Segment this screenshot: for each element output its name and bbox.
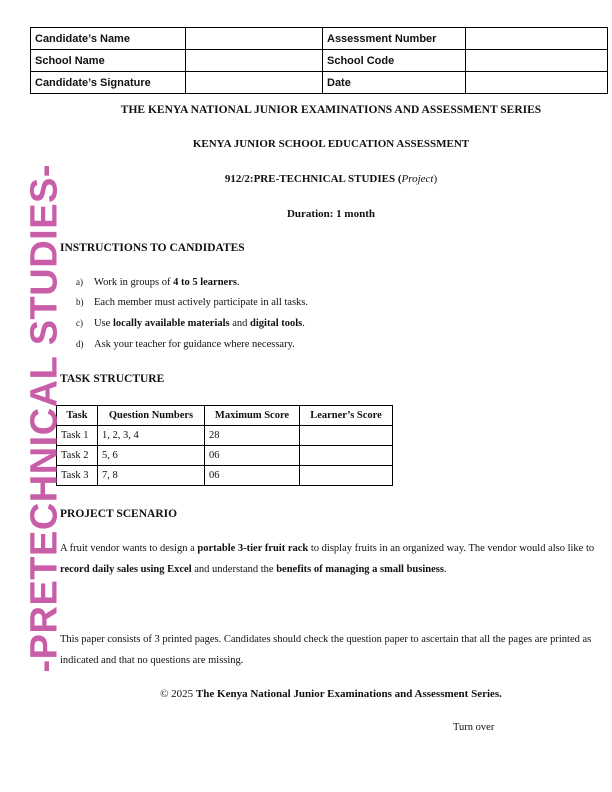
cell-max-score: 28: [205, 426, 300, 446]
instruction-item: [76, 318, 305, 329]
paper-code-text: 912/2:PRE-TECHNICAL STUDIES (: [224, 173, 402, 185]
table-header-row: [57, 406, 393, 426]
instruction-text: Work in groups of: [94, 277, 174, 288]
duration: Duration: 1 month: [286, 208, 375, 220]
cell-questions: 5, 6: [98, 446, 205, 466]
copyright: [0, 688, 612, 700]
date-label: Date: [323, 72, 466, 94]
table-row: [57, 426, 393, 446]
copyright-prefix: © 2025: [160, 688, 196, 700]
col-task: Task: [57, 406, 98, 426]
table-row: [31, 50, 608, 72]
instruction-item: [76, 277, 240, 288]
instruction-text: Ask your teacher for guidance where necessary.: [94, 339, 295, 350]
candidate-details-table: [30, 27, 608, 94]
table-row: [31, 28, 608, 50]
paper-code-close: ): [433, 173, 438, 185]
candidate-name-label: Candidate’s Name: [31, 28, 186, 50]
scenario-bold: record daily sales using Excel: [60, 564, 192, 575]
candidate-name-field[interactable]: [186, 28, 323, 50]
cell-task: Task 2: [57, 446, 98, 466]
cell-task: Task 3: [57, 466, 98, 486]
candidate-signature-label: Candidate’s Signature: [31, 72, 186, 94]
school-name-field[interactable]: [186, 50, 323, 72]
school-name-label: School Name: [31, 50, 186, 72]
cell-max-score: 06: [205, 466, 300, 486]
cell-learner-score[interactable]: [300, 466, 393, 486]
table-row: [57, 446, 393, 466]
list-marker: d): [76, 339, 84, 349]
instruction-item: [76, 339, 295, 350]
scenario-paragraph: [60, 538, 612, 580]
cell-learner-score[interactable]: [300, 446, 393, 466]
series-title: THE KENYA NATIONAL JUNIOR EXAMINATIONS AND ASSESSMENT SERIES: [120, 104, 542, 116]
cell-task: Task 1: [57, 426, 98, 446]
instruction-bold: locally available materials: [112, 318, 230, 329]
turn-over: Turn over: [453, 722, 495, 733]
table-row: [31, 72, 608, 94]
assessment-title: KENYA JUNIOR SCHOOL EDUCATION ASSESSMENT: [192, 138, 470, 150]
list-marker: a): [76, 277, 83, 287]
list-marker: b): [76, 297, 84, 307]
instruction-text: Each member must actively participate in all tasks.: [94, 297, 309, 308]
scenario-title: PROJECT SCENARIO: [60, 508, 178, 520]
instruction-text: and: [229, 318, 251, 329]
instruction-bold: digital tools: [250, 318, 303, 329]
school-code-label: School Code: [323, 50, 466, 72]
task-structure-title: TASK STRUCTURE: [60, 373, 165, 385]
side-watermark: -PRETECHNICAL STUDIES-: [23, 163, 66, 673]
scenario-text: to display fruits in an organized way. The vendor would also like to: [308, 543, 595, 554]
task-structure-table: [56, 405, 393, 486]
assessment-number-field[interactable]: [466, 28, 608, 50]
pages-note: This paper consists of 3 printed pages. Candidates should check the question paper to ascertain that all the pages are printed as indicated and that no questions are missing.: [60, 634, 592, 666]
assessment-number-label: Assessment Number: [323, 28, 466, 50]
scenario-text: A fruit vendor wants to design a: [60, 543, 198, 554]
cell-max-score: 06: [205, 446, 300, 466]
candidate-signature-field[interactable]: [186, 72, 323, 94]
paper-type: Project: [401, 173, 434, 185]
scenario-bold: benefits of managing a small business: [276, 564, 444, 575]
col-learner-score: Learner’s Score: [300, 406, 393, 426]
col-questions: Question Numbers: [98, 406, 205, 426]
instruction-bold: 4 to 5 learners: [173, 277, 237, 288]
cell-learner-score[interactable]: [300, 426, 393, 446]
list-marker: c): [76, 318, 83, 328]
date-field[interactable]: [466, 72, 608, 94]
instructions-title: INSTRUCTIONS TO CANDIDATES: [60, 242, 245, 254]
instruction-text: .: [302, 318, 305, 329]
instruction-item: [76, 297, 308, 308]
table-row: [57, 466, 393, 486]
scenario-bold: portable 3-tier fruit rack: [197, 543, 309, 554]
paper-code: [0, 173, 612, 185]
col-max-score: Maximum Score: [205, 406, 300, 426]
cell-questions: 7, 8: [98, 466, 205, 486]
instruction-text: Use: [94, 318, 113, 329]
scenario-text: and understand the: [191, 564, 277, 575]
instruction-text: .: [236, 277, 240, 288]
scenario-text: .: [443, 564, 447, 575]
cell-questions: 1, 2, 3, 4: [98, 426, 205, 446]
copyright-owner: The Kenya National Junior Examinations and Assessment Series.: [195, 688, 502, 700]
school-code-field[interactable]: [466, 50, 608, 72]
